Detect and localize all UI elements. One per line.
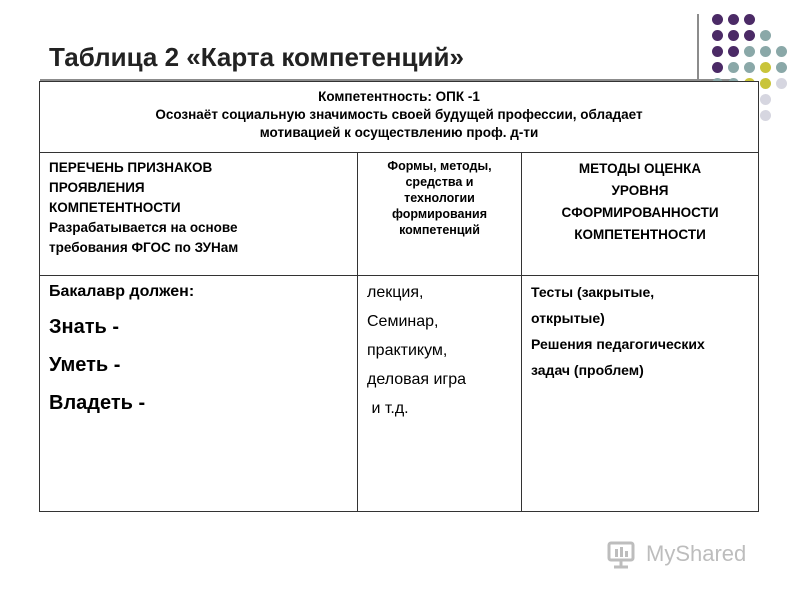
form-item: и т.д. xyxy=(367,400,409,417)
form-item: лекция, xyxy=(367,284,424,301)
column-heading-line: ПЕРЕЧЕНЬ ПРИЗНАКОВ xyxy=(49,160,213,175)
decor-dot xyxy=(760,30,771,41)
column-heading-line: Формы, методы, xyxy=(387,159,492,173)
column-heading-line: средства и xyxy=(405,175,474,189)
decor-dot xyxy=(712,62,723,73)
column-heading-line: УРОВНЯ xyxy=(611,183,669,198)
assessment-item: задач (проблем) xyxy=(531,362,644,378)
form-item: деловая игра xyxy=(367,371,467,388)
slide-title: Таблица 2 «Карта компетенций» xyxy=(49,42,464,72)
form-item: практикум, xyxy=(367,342,448,359)
column-heading-line: компетенций xyxy=(399,223,480,237)
decor-dot xyxy=(744,62,755,73)
decor-dot xyxy=(760,110,771,121)
decor-dot xyxy=(728,62,739,73)
column-heading-line: требования ФГОС по ЗУНам xyxy=(49,240,239,255)
decor-dot xyxy=(728,14,739,25)
decor-dot xyxy=(760,78,771,89)
watermark-text: MyShared xyxy=(646,541,747,566)
competency-description-cont: мотивацией к осуществлению проф. д-ти xyxy=(259,125,539,140)
assessment-item: Тесты (закрытые, xyxy=(531,284,655,300)
column-heading-line: КОМПЕТЕНТНОСТИ xyxy=(574,227,706,242)
decor-dot xyxy=(744,14,755,25)
assessment-item: Решения педагогических xyxy=(531,336,705,352)
table-divider xyxy=(40,275,758,276)
column-heading-line: формирования xyxy=(391,207,488,221)
decor-dot xyxy=(776,46,787,57)
column-heading-line: СФОРМИРОВАННОСТИ xyxy=(561,205,719,220)
decor-dot xyxy=(744,30,755,41)
can-do-item: Уметь - xyxy=(49,354,121,376)
myshared-watermark xyxy=(606,536,746,572)
body-cell-indicators xyxy=(49,280,349,422)
bachelor-intro: Бакалавр должен: xyxy=(49,283,195,300)
decor-dot xyxy=(712,46,723,57)
decor-dot xyxy=(760,62,771,73)
body-cell-forms xyxy=(367,278,517,423)
column-heading-line: технологии xyxy=(404,191,475,205)
decor-dot xyxy=(776,62,787,73)
assessment-item: открытые) xyxy=(531,310,605,326)
know-item: Знать - xyxy=(49,316,120,338)
table-divider xyxy=(40,152,758,153)
column-heading-assessment xyxy=(522,158,758,246)
decor-dot xyxy=(760,94,771,105)
form-item: Семинар, xyxy=(367,313,439,330)
column-heading-line: МЕТОДЫ ОЦЕНКА xyxy=(578,161,702,176)
body-cell-assessment xyxy=(531,279,755,383)
decor-dot xyxy=(712,30,723,41)
competency-description: Осознаёт социальную значимость своей будущей профессии, обладает xyxy=(155,107,643,122)
master-item: Владеть - xyxy=(49,392,146,414)
column-heading-forms xyxy=(358,158,521,238)
column-heading-indicators xyxy=(49,158,349,258)
competency-table xyxy=(39,81,759,512)
competency-code: Компетентность: ОПК -1 xyxy=(318,89,480,104)
decor-dot xyxy=(728,46,739,57)
decor-dot xyxy=(760,46,771,57)
column-heading-line: КОМПЕТЕНТНОСТИ xyxy=(49,200,181,215)
decor-dot xyxy=(728,30,739,41)
myshared-logo-icon xyxy=(606,537,640,571)
decor-dot xyxy=(744,46,755,57)
column-heading-line: Разрабатывается на основе xyxy=(49,220,238,235)
column-heading-line: ПРОЯВЛЕНИЯ xyxy=(49,180,145,195)
competency-header xyxy=(40,88,758,142)
decor-dot xyxy=(776,78,787,89)
decor-dot xyxy=(712,14,723,25)
